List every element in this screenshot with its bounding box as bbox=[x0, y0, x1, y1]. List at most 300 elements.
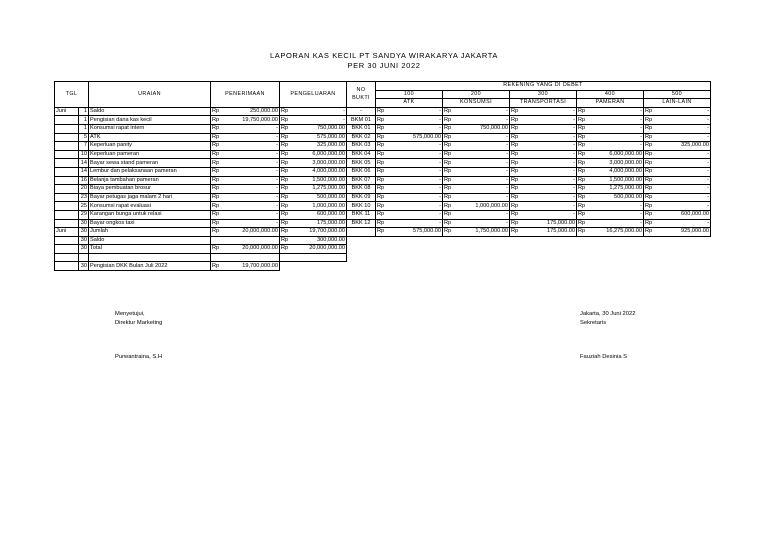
row-penerimaan-currency: Rp bbox=[211, 124, 222, 133]
row-account-3-currency: Rp bbox=[510, 219, 521, 228]
total-pengeluaran-currency: Rp bbox=[280, 245, 291, 254]
table-row bbox=[55, 150, 711, 159]
row-penerimaan-currency: Rp bbox=[211, 150, 222, 159]
row-account-4-currency: Rp bbox=[577, 210, 588, 219]
row-month bbox=[55, 133, 79, 142]
row-account-3-currency: Rp bbox=[510, 142, 521, 151]
row-account-2-currency: Rp bbox=[443, 176, 454, 185]
row-pengeluaran: - bbox=[291, 116, 347, 125]
row-penerimaan: - bbox=[222, 124, 280, 133]
jumlah-account-3-currency: Rp bbox=[510, 228, 521, 237]
row-account-1-value: - bbox=[387, 116, 443, 125]
row-penerimaan-currency: Rp bbox=[211, 116, 222, 125]
row-account-3-currency: Rp bbox=[510, 185, 521, 194]
row-account-3-currency: Rp bbox=[510, 159, 521, 168]
pengisian-month bbox=[55, 262, 79, 271]
total-penerimaan: 20,000,000.00 bbox=[222, 245, 280, 254]
row-account-1-currency: Rp bbox=[376, 107, 387, 116]
row-pengeluaran-currency: Rp bbox=[280, 185, 291, 194]
row-account-2-value: - bbox=[454, 150, 510, 159]
row-account-3-value: - bbox=[521, 116, 577, 125]
row-no-bukti: BKK 03 bbox=[347, 142, 376, 151]
row-account-2-value: - bbox=[454, 142, 510, 151]
header-pameran: PAMERAN bbox=[577, 99, 644, 108]
row-description: Konsumsi rapat intern bbox=[89, 124, 211, 133]
row-description: Biaya pembuatan brosur bbox=[89, 185, 211, 194]
row-account-3-value: - bbox=[521, 150, 577, 159]
row-account-4-currency: Rp bbox=[577, 176, 588, 185]
row-account-3-currency: Rp bbox=[510, 193, 521, 202]
row-description: Keperluan pameran bbox=[89, 150, 211, 159]
row-penerimaan: - bbox=[222, 133, 280, 142]
row-account-4-value: - bbox=[588, 124, 644, 133]
total-row bbox=[55, 245, 711, 254]
row-pengeluaran: 575,000.00 bbox=[291, 133, 347, 142]
row-account-3-currency: Rp bbox=[510, 124, 521, 133]
row-month bbox=[55, 193, 79, 202]
signature-right-title: Sekretaris bbox=[580, 320, 607, 326]
row-no-bukti: BKK 10 bbox=[347, 202, 376, 211]
row-account-2-value: - bbox=[454, 176, 510, 185]
saldo-penerimaan-empty bbox=[211, 236, 222, 245]
row-account-2-currency: Rp bbox=[443, 124, 454, 133]
row-account-1-currency: Rp bbox=[376, 185, 387, 194]
header-no-bukti-line1: NO bbox=[356, 87, 366, 94]
spacer-day bbox=[79, 253, 89, 262]
jumlah-month: Juni bbox=[55, 228, 79, 237]
row-pengeluaran: 1,275,000.00 bbox=[291, 185, 347, 194]
row-account-4-value: 3,000,000.00 bbox=[588, 159, 644, 168]
row-pengeluaran-currency: Rp bbox=[280, 167, 291, 176]
pengisian-label: Pengisian DKK Bulan Juli 2022 bbox=[89, 262, 211, 271]
row-day: 23 bbox=[79, 193, 89, 202]
header-pengeluaran: PENGELUARAN bbox=[280, 82, 347, 108]
row-pengeluaran-currency: Rp bbox=[280, 116, 291, 125]
row-description: Bayar ongkos taxi bbox=[89, 219, 211, 228]
row-account-3-currency: Rp bbox=[510, 210, 521, 219]
row-account-5-value: - bbox=[655, 150, 711, 159]
table-row bbox=[55, 176, 711, 185]
row-account-4-currency: Rp bbox=[577, 124, 588, 133]
total-penerimaan-currency: Rp bbox=[211, 245, 222, 254]
jumlah-penerimaan-currency: Rp bbox=[211, 228, 222, 237]
pengisian-penerimaan-currency: Rp bbox=[211, 262, 222, 271]
row-account-4-currency: Rp bbox=[577, 150, 588, 159]
row-account-5-currency: Rp bbox=[644, 167, 655, 176]
row-account-4-value: 4,000,000.00 bbox=[588, 167, 644, 176]
row-account-3-value: - bbox=[521, 142, 577, 151]
row-account-1-currency: Rp bbox=[376, 133, 387, 142]
row-account-4-currency: Rp bbox=[577, 116, 588, 125]
table-row bbox=[55, 185, 711, 194]
row-penerimaan: - bbox=[222, 176, 280, 185]
saldo-row bbox=[55, 236, 711, 245]
row-account-1-value: - bbox=[387, 124, 443, 133]
row-pengeluaran: 1,500,000.00 bbox=[291, 176, 347, 185]
saldo-pengeluaran: 300,000.00 bbox=[291, 236, 347, 245]
row-account-2-currency: Rp bbox=[443, 210, 454, 219]
table-row bbox=[55, 202, 711, 211]
signature-left bbox=[115, 310, 162, 328]
row-penerimaan: - bbox=[222, 210, 280, 219]
jumlah-day: 30 bbox=[79, 228, 89, 237]
row-account-4-value: - bbox=[588, 142, 644, 151]
row-account-5-currency: Rp bbox=[644, 107, 655, 116]
row-pengeluaran-currency: Rp bbox=[280, 107, 291, 116]
row-account-5-value: - bbox=[655, 176, 711, 185]
row-account-1-value: - bbox=[387, 219, 443, 228]
header-code-500: 500 bbox=[644, 90, 711, 99]
table-row bbox=[55, 142, 711, 151]
row-account-5-value: - bbox=[655, 193, 711, 202]
spacer-pengeluaran-currency bbox=[280, 253, 291, 262]
row-account-1-currency: Rp bbox=[376, 193, 387, 202]
row-no-bukti: - bbox=[347, 107, 376, 116]
jumlah-account-1-currency: Rp bbox=[376, 228, 387, 237]
row-day: 16 bbox=[79, 176, 89, 185]
signature-left-name: Purwantraina, S.H bbox=[115, 354, 163, 360]
row-penerimaan: - bbox=[222, 193, 280, 202]
row-account-2-value: - bbox=[454, 107, 510, 116]
row-account-5-currency: Rp bbox=[644, 124, 655, 133]
row-account-5-currency: Rp bbox=[644, 185, 655, 194]
row-account-1-value: - bbox=[387, 193, 443, 202]
row-account-2-currency: Rp bbox=[443, 202, 454, 211]
spacer-month bbox=[55, 253, 79, 262]
row-account-2-value: 1,000,000.00 bbox=[454, 202, 510, 211]
saldo-label: Saldo bbox=[89, 236, 211, 245]
jumlah-account-5-currency: Rp bbox=[644, 228, 655, 237]
row-no-bukti: BKK 05 bbox=[347, 159, 376, 168]
spacer-pengeluaran bbox=[291, 253, 347, 262]
row-account-2-value: - bbox=[454, 133, 510, 142]
row-pengeluaran-currency: Rp bbox=[280, 124, 291, 133]
petty-cash-table bbox=[54, 81, 711, 271]
row-account-4-currency: Rp bbox=[577, 167, 588, 176]
header-code-200: 200 bbox=[443, 90, 510, 99]
row-account-1-value: - bbox=[387, 142, 443, 151]
row-penerimaan-currency: Rp bbox=[211, 193, 222, 202]
row-account-4-value: - bbox=[588, 202, 644, 211]
row-month bbox=[55, 210, 79, 219]
row-penerimaan-currency: Rp bbox=[211, 142, 222, 151]
table-row bbox=[55, 210, 711, 219]
row-account-5-value: - bbox=[655, 116, 711, 125]
row-penerimaan-currency: Rp bbox=[211, 176, 222, 185]
spacer-empty-area bbox=[347, 253, 711, 262]
row-penerimaan-currency: Rp bbox=[211, 107, 222, 116]
row-pengeluaran: - bbox=[291, 107, 347, 116]
row-account-1-currency: Rp bbox=[376, 124, 387, 133]
header-penerimaan: PENERIMAAN bbox=[211, 82, 280, 108]
row-pengeluaran-currency: Rp bbox=[280, 159, 291, 168]
row-account-5-currency: Rp bbox=[644, 116, 655, 125]
row-account-5-currency: Rp bbox=[644, 150, 655, 159]
row-pengeluaran: 6,000,000.00 bbox=[291, 150, 347, 159]
row-description: Keperluan panity bbox=[89, 142, 211, 151]
row-account-3-currency: Rp bbox=[510, 107, 521, 116]
jumlah-account-2: 1,750,000.00 bbox=[454, 228, 510, 237]
row-penerimaan: - bbox=[222, 150, 280, 159]
row-pengeluaran: 750,000.00 bbox=[291, 124, 347, 133]
row-account-5-value: - bbox=[655, 124, 711, 133]
row-month bbox=[55, 176, 79, 185]
table-row bbox=[55, 107, 711, 116]
row-account-5-currency: Rp bbox=[644, 219, 655, 228]
row-day: 14 bbox=[79, 159, 89, 168]
row-account-4-currency: Rp bbox=[577, 202, 588, 211]
row-account-4-value: - bbox=[588, 116, 644, 125]
row-account-4-currency: Rp bbox=[577, 219, 588, 228]
row-penerimaan: - bbox=[222, 142, 280, 151]
jumlah-account-4-currency: Rp bbox=[577, 228, 588, 237]
total-label: Total bbox=[89, 245, 211, 254]
row-no-bukti: BKK 06 bbox=[347, 167, 376, 176]
row-account-1-currency: Rp bbox=[376, 167, 387, 176]
row-account-3-value: - bbox=[521, 159, 577, 168]
row-pengeluaran-currency: Rp bbox=[280, 142, 291, 151]
row-day: 29 bbox=[79, 210, 89, 219]
signature-left-title: Direktur Marketing bbox=[115, 320, 163, 326]
row-month bbox=[55, 142, 79, 151]
row-description: ATK bbox=[89, 133, 211, 142]
row-account-2-currency: Rp bbox=[443, 107, 454, 116]
row-account-5-value: 325,000.00 bbox=[655, 142, 711, 151]
row-account-1-currency: Rp bbox=[376, 210, 387, 219]
row-no-bukti: BKK 11 bbox=[347, 210, 376, 219]
row-account-4-value: 1,275,000.00 bbox=[588, 185, 644, 194]
jumlah-account-3: 175,000.00 bbox=[521, 228, 577, 237]
row-day: 1 bbox=[79, 116, 89, 125]
row-day: 5 bbox=[79, 133, 89, 142]
row-account-4-value: - bbox=[588, 219, 644, 228]
row-account-5-value: - bbox=[655, 202, 711, 211]
row-description: Bayar sewa stand pameran bbox=[89, 159, 211, 168]
row-month bbox=[55, 185, 79, 194]
row-penerimaan-currency: Rp bbox=[211, 202, 222, 211]
saldo-day: 30 bbox=[79, 236, 89, 245]
row-account-4-currency: Rp bbox=[577, 159, 588, 168]
row-account-4-currency: Rp bbox=[577, 107, 588, 116]
row-account-3-value: - bbox=[521, 107, 577, 116]
header-rekening: REKENING YANG DI DEBET bbox=[376, 82, 711, 91]
row-account-3-value: - bbox=[521, 193, 577, 202]
row-account-3-value: - bbox=[521, 210, 577, 219]
row-account-5-value: - bbox=[655, 107, 711, 116]
row-day: 20 bbox=[79, 185, 89, 194]
row-account-1-value: - bbox=[387, 150, 443, 159]
row-no-bukti: BKM 01 bbox=[347, 116, 376, 125]
row-no-bukti: BKK 04 bbox=[347, 150, 376, 159]
row-account-3-value: - bbox=[521, 133, 577, 142]
row-account-2-value: - bbox=[454, 167, 510, 176]
jumlah-account-2-currency: Rp bbox=[443, 228, 454, 237]
row-account-3-currency: Rp bbox=[510, 150, 521, 159]
jumlah-account-5: 925,000.00 bbox=[655, 228, 711, 237]
signature-right bbox=[580, 310, 635, 328]
row-account-1-currency: Rp bbox=[376, 150, 387, 159]
row-pengeluaran: 600,000.00 bbox=[291, 210, 347, 219]
jumlah-no-bukti-empty bbox=[347, 228, 376, 237]
row-description: Bayar petugas jaga malam 2 hari bbox=[89, 193, 211, 202]
row-account-5-value: - bbox=[655, 167, 711, 176]
row-account-4-value: - bbox=[588, 133, 644, 142]
row-penerimaan-currency: Rp bbox=[211, 159, 222, 168]
row-account-5-value: - bbox=[655, 185, 711, 194]
row-account-5-value: 600,000.00 bbox=[655, 210, 711, 219]
table-row bbox=[55, 159, 711, 168]
row-account-4-currency: Rp bbox=[577, 185, 588, 194]
row-account-3-currency: Rp bbox=[510, 116, 521, 125]
row-account-2-currency: Rp bbox=[443, 185, 454, 194]
row-no-bukti: BKK 01 bbox=[347, 124, 376, 133]
row-month bbox=[55, 219, 79, 228]
header-no-bukti bbox=[347, 82, 376, 108]
header-code-300: 300 bbox=[510, 90, 577, 99]
row-account-3-currency: Rp bbox=[510, 202, 521, 211]
row-description: Konsumsi rapat evaluasi bbox=[89, 202, 211, 211]
row-pengeluaran-currency: Rp bbox=[280, 193, 291, 202]
pengisian-penerimaan: 19,700,000.00 bbox=[222, 262, 280, 271]
total-pengeluaran: 20,000,000.00 bbox=[291, 245, 347, 254]
row-pengeluaran-currency: Rp bbox=[280, 202, 291, 211]
row-pengeluaran: 4,000,000.00 bbox=[291, 167, 347, 176]
row-account-3-currency: Rp bbox=[510, 133, 521, 142]
row-description: Lembur dan pelaksanaan pameran bbox=[89, 167, 211, 176]
row-description: Saldo bbox=[89, 107, 211, 116]
saldo-month bbox=[55, 236, 79, 245]
row-penerimaan: - bbox=[222, 159, 280, 168]
row-account-1-value: - bbox=[387, 210, 443, 219]
row-account-3-currency: Rp bbox=[510, 167, 521, 176]
row-account-1-value: - bbox=[387, 167, 443, 176]
row-account-2-currency: Rp bbox=[443, 133, 454, 142]
row-account-2-currency: Rp bbox=[443, 150, 454, 159]
row-pengeluaran-currency: Rp bbox=[280, 210, 291, 219]
row-penerimaan-currency: Rp bbox=[211, 167, 222, 176]
pengisian-row bbox=[55, 262, 711, 271]
jumlah-label: Jumlah bbox=[89, 228, 211, 237]
header-konsumsi: KONSUMSI bbox=[443, 99, 510, 108]
row-pengeluaran: 175,000.00 bbox=[291, 219, 347, 228]
row-penerimaan: 250,000.00 bbox=[222, 107, 280, 116]
table-row bbox=[55, 116, 711, 125]
row-penerimaan: - bbox=[222, 185, 280, 194]
row-day: 10 bbox=[79, 150, 89, 159]
row-account-3-value: - bbox=[521, 176, 577, 185]
row-day: 1 bbox=[79, 107, 89, 116]
header-code-400: 400 bbox=[577, 90, 644, 99]
row-month bbox=[55, 159, 79, 168]
signature-right-name: Fauziah Desinia S bbox=[580, 354, 628, 360]
row-day: 1 bbox=[79, 124, 89, 133]
row-penerimaan-currency: Rp bbox=[211, 185, 222, 194]
row-pengeluaran-currency: Rp bbox=[280, 176, 291, 185]
jumlah-row bbox=[55, 228, 711, 237]
row-no-bukti: BKK 12 bbox=[347, 219, 376, 228]
row-account-4-value: 6,000,000.00 bbox=[588, 150, 644, 159]
total-month bbox=[55, 245, 79, 254]
row-day: 7 bbox=[79, 142, 89, 151]
report-date: PER 30 JUNI 2022 bbox=[347, 61, 421, 70]
row-account-4-value: - bbox=[588, 210, 644, 219]
saldo-pengeluaran-currency: Rp bbox=[280, 236, 291, 245]
row-account-4-value: 500,000.00 bbox=[588, 193, 644, 202]
jumlah-pengeluaran-currency: Rp bbox=[280, 228, 291, 237]
row-account-5-value: - bbox=[655, 159, 711, 168]
row-no-bukti: BKK 09 bbox=[347, 193, 376, 202]
row-no-bukti: BKK 02 bbox=[347, 133, 376, 142]
row-penerimaan: - bbox=[222, 219, 280, 228]
row-account-2-currency: Rp bbox=[443, 219, 454, 228]
row-account-3-value: - bbox=[521, 202, 577, 211]
report-title: LAPORAN KAS KECIL PT SANDYA WIRAKARYA JAKARTA bbox=[269, 51, 499, 60]
row-penerimaan-currency: Rp bbox=[211, 210, 222, 219]
row-account-3-value: - bbox=[521, 167, 577, 176]
row-account-4-value: - bbox=[588, 107, 644, 116]
row-account-5-currency: Rp bbox=[644, 176, 655, 185]
row-month bbox=[55, 202, 79, 211]
row-account-2-value: - bbox=[454, 219, 510, 228]
jumlah-penerimaan: 20,000,000.00 bbox=[222, 228, 280, 237]
row-account-5-currency: Rp bbox=[644, 159, 655, 168]
spacer-row bbox=[55, 253, 711, 262]
row-description: Belanja tambahan pameran bbox=[89, 176, 211, 185]
table-row bbox=[55, 167, 711, 176]
row-pengeluaran: 325,000.00 bbox=[291, 142, 347, 151]
pengisian-day: 30 bbox=[79, 262, 89, 271]
row-day: 14 bbox=[79, 167, 89, 176]
row-account-2-value: - bbox=[454, 210, 510, 219]
row-account-1-value: - bbox=[387, 176, 443, 185]
row-account-4-currency: Rp bbox=[577, 133, 588, 142]
row-account-4-currency: Rp bbox=[577, 193, 588, 202]
row-no-bukti: BKK 07 bbox=[347, 176, 376, 185]
row-account-3-value: - bbox=[521, 185, 577, 194]
row-account-4-value: 1,500,000.00 bbox=[588, 176, 644, 185]
row-pengeluaran-currency: Rp bbox=[280, 133, 291, 142]
jumlah-account-4: 16,275,000.00 bbox=[588, 228, 644, 237]
row-pengeluaran: 1,000,000.00 bbox=[291, 202, 347, 211]
row-account-5-value: - bbox=[655, 219, 711, 228]
row-account-1-currency: Rp bbox=[376, 176, 387, 185]
row-account-3-value: 175,000.00 bbox=[521, 219, 577, 228]
header-no-bukti-line2: BUKTI bbox=[352, 95, 370, 102]
row-account-5-value: - bbox=[655, 133, 711, 142]
row-month bbox=[55, 124, 79, 133]
row-month bbox=[55, 167, 79, 176]
row-month: Juni bbox=[55, 107, 79, 116]
pengisian-empty-area bbox=[280, 262, 711, 271]
row-account-1-value: - bbox=[387, 159, 443, 168]
row-account-5-currency: Rp bbox=[644, 202, 655, 211]
row-account-1-value: - bbox=[387, 185, 443, 194]
header-atk: ATK bbox=[376, 99, 443, 108]
row-penerimaan: - bbox=[222, 167, 280, 176]
row-account-2-currency: Rp bbox=[443, 116, 454, 125]
row-account-1-currency: Rp bbox=[376, 142, 387, 151]
total-empty-area bbox=[347, 245, 711, 254]
row-account-3-currency: Rp bbox=[510, 176, 521, 185]
total-day: 30 bbox=[79, 245, 89, 254]
header-code-100: 100 bbox=[376, 90, 443, 99]
row-account-1-currency: Rp bbox=[376, 219, 387, 228]
row-pengeluaran-currency: Rp bbox=[280, 150, 291, 159]
row-account-1-currency: Rp bbox=[376, 116, 387, 125]
row-penerimaan: 19,750,000.00 bbox=[222, 116, 280, 125]
row-account-4-currency: Rp bbox=[577, 142, 588, 151]
spacer-penerimaan bbox=[222, 253, 280, 262]
